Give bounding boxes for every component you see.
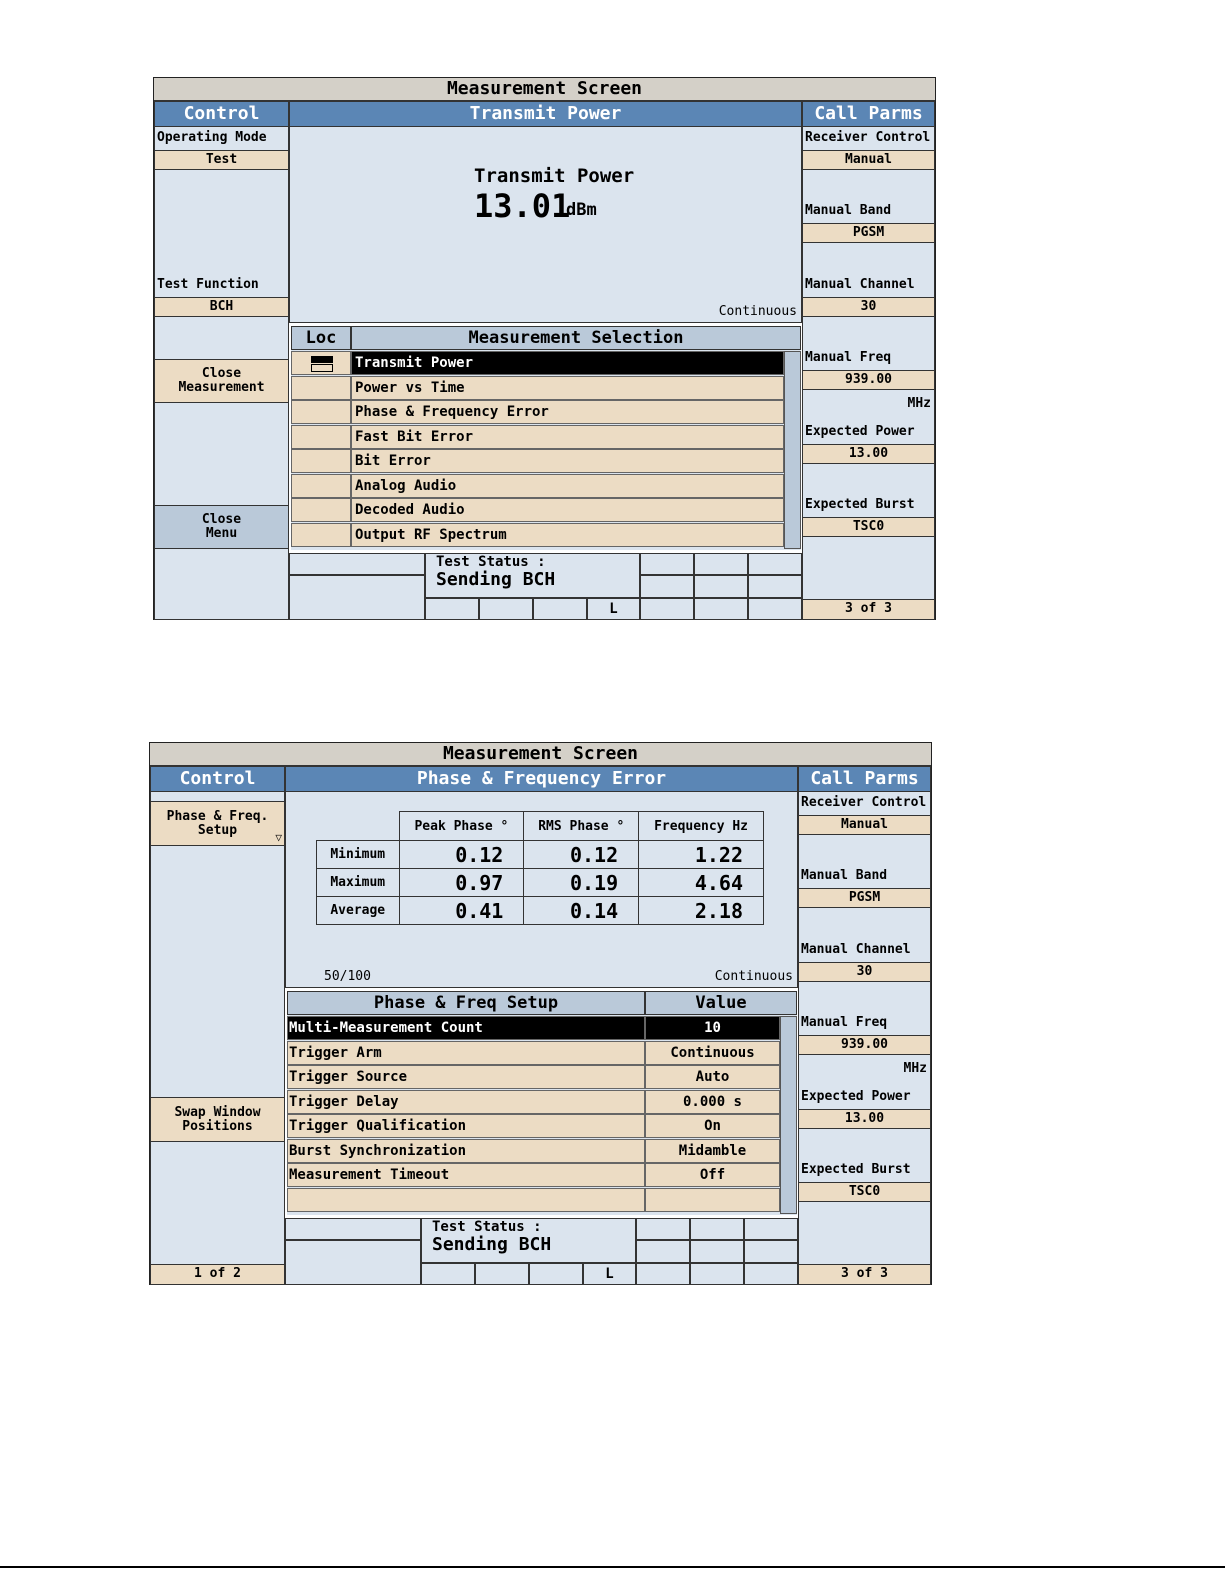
call-parms-header: Call Parms [798,766,931,792]
measurement-selection-header: Measurement Selection [351,326,801,350]
freq-unit: MHz [903,1061,927,1076]
transmit-power-value: 13.01 [474,187,571,225]
manual-band-label: Manual Band [801,868,888,883]
setting-name[interactable]: Trigger Qualification [287,1114,645,1138]
call-parms-page-indicator[interactable]: 3 of 3 [802,599,935,620]
status-cell [421,1263,475,1285]
status-cell [744,1240,798,1263]
setting-name[interactable]: Multi-Measurement Count [287,1016,645,1040]
status-cell [479,598,533,620]
expected-burst-value[interactable]: TSC0 [798,1182,931,1202]
measurement-item[interactable]: Phase & Frequency Error [351,400,784,424]
page-rule [0,1566,1225,1568]
operating-mode-label: Operating Mode [157,130,267,145]
status-cell [285,1240,421,1285]
test-status-box [425,553,640,598]
expected-burst-label: Expected Burst [805,497,915,512]
call-parms-page-indicator[interactable]: 3 of 3 [798,1264,931,1285]
manual-channel-value[interactable]: 30 [802,297,935,317]
close-menu-line1: Close [201,512,242,527]
minimum-peak-phase: 0.12 [399,841,524,869]
local-indicator: L [587,598,640,620]
status-cell [636,1218,690,1240]
loc-cell [291,351,351,375]
status-cell [285,1218,421,1240]
status-cell [533,598,587,620]
manual-band-value[interactable]: PGSM [798,888,931,908]
transmit-power-label: Transmit Power [474,165,635,187]
status-cell [636,1263,690,1285]
setting-value[interactable]: Midamble [645,1139,780,1163]
average-frequency: 2.18 [639,897,764,925]
local-indicator: L [583,1263,636,1285]
average-peak-phase: 0.41 [399,897,524,925]
status-cell [425,598,479,620]
manual-channel-label: Manual Channel [805,277,915,292]
loc-cell [291,400,351,424]
setting-value[interactable]: 10 [645,1016,780,1040]
setting-value[interactable]: 0.000 s [645,1090,780,1114]
measurement-item[interactable]: Bit Error [351,449,784,473]
measurement-item[interactable]: Power vs Time [351,376,784,400]
minimum-frequency: 1.22 [639,841,764,869]
receiver-control-label: Receiver Control [805,130,931,145]
close-measurement-key[interactable] [154,359,289,403]
measurement-item[interactable]: Decoded Audio [351,498,784,522]
close-menu-key[interactable] [154,505,289,549]
measurement-screen-transmit-power [153,77,936,620]
status-cell [748,598,802,620]
loc-cell [291,376,351,400]
manual-freq-value[interactable]: 939.00 [802,370,935,390]
setup-header: Phase & Freq Setup [287,991,645,1015]
status-cell [744,1263,798,1285]
measurement-window [285,766,798,988]
table-corner [317,812,400,841]
status-cell [748,575,802,598]
swap-window-positions-key[interactable] [150,1097,285,1142]
expected-power-value[interactable]: 13.00 [802,444,935,464]
average-rms-phase: 0.14 [524,897,639,925]
measurement-window-header: Phase & Frequency Error [285,766,798,792]
measurement-item[interactable]: Output RF Spectrum [351,523,784,547]
receiver-control-value[interactable]: Manual [802,150,935,170]
control-header: Control [150,766,285,792]
receiver-control-label: Receiver Control [801,795,927,810]
loc-cell [291,425,351,449]
loc-cell [291,523,351,547]
call-parms-panel [798,766,931,1285]
minimum-rms-phase: 0.12 [524,841,639,869]
setup-key-line1: Phase & Freq. [166,808,269,824]
swap-key-line2: Positions [182,1118,253,1134]
row-minimum-label: Minimum [317,841,400,869]
setting-value[interactable]: Off [645,1163,780,1187]
test-status-value: Sending BCH [432,1234,552,1255]
measurement-item[interactable]: Analog Audio [351,474,784,498]
col-frequency: Frequency Hz [639,812,764,841]
loc-cell [291,474,351,498]
operating-mode-value[interactable]: Test [154,150,289,170]
status-cell [694,598,748,620]
manual-channel-label: Manual Channel [801,942,911,957]
manual-channel-value[interactable]: 30 [798,962,931,982]
call-parms-header: Call Parms [802,101,935,127]
setting-name[interactable]: Burst Synchronization [287,1139,645,1163]
measurement-window [289,101,802,323]
status-cell [529,1263,583,1285]
setup-key-line2: Setup [197,822,238,838]
status-cell [640,553,694,575]
test-function-value[interactable]: BCH [154,297,289,317]
measurement-item[interactable]: Transmit Power [351,351,784,375]
status-cell [748,553,802,575]
call-parms-panel [802,101,935,620]
measurement-screen-phase-frequency [149,742,932,1285]
status-cell [640,598,694,620]
loc-cell [291,449,351,473]
measurement-selection-list [291,326,801,550]
row-average-label: Average [317,897,400,925]
control-panel [154,101,289,620]
expected-burst-value[interactable]: TSC0 [802,517,935,537]
manual-freq-label: Manual Freq [801,1015,888,1030]
test-status-label: Test Status : [436,554,546,570]
status-cell [640,575,694,598]
status-cell [744,1218,798,1240]
status-cell [694,553,748,575]
test-status-label: Test Status : [432,1219,542,1235]
maximum-peak-phase: 0.97 [399,869,524,897]
list-scrollbar[interactable] [780,1016,797,1214]
manual-band-value[interactable]: PGSM [802,223,935,243]
setting-value[interactable] [645,1188,780,1212]
status-cell [690,1240,744,1263]
swap-key-line1: Swap Window [174,1104,261,1120]
freq-unit: MHz [907,396,931,411]
control-header: Control [154,101,289,127]
expected-power-value[interactable]: 13.00 [798,1109,931,1129]
status-cell [694,575,748,598]
submenu-arrow-icon: ▽ [275,831,282,844]
transmit-power-unit: dBm [566,200,597,220]
close-measurement-line1: Close [201,366,242,381]
status-cell [690,1263,744,1285]
status-cell [475,1263,529,1285]
status-cell [636,1240,690,1263]
measurement-window-header: Transmit Power [289,101,802,127]
screen-title: Measurement Screen [154,78,935,101]
list-scrollbar[interactable] [784,351,801,549]
loc-header: Loc [291,326,351,350]
control-panel [150,766,285,1285]
setting-name[interactable]: Trigger Source [287,1065,645,1089]
status-cell [289,575,425,620]
setting-value[interactable]: On [645,1114,780,1138]
expected-burst-label: Expected Burst [801,1162,911,1177]
value-header: Value [645,991,797,1015]
close-menu-line2: Menu [205,526,238,541]
status-cell [690,1218,744,1240]
screen-title: Measurement Screen [150,743,931,766]
setting-name[interactable]: Measurement Timeout [287,1163,645,1187]
measurement-mode: Continuous [718,304,797,319]
test-status-value: Sending BCH [436,569,556,590]
close-measurement-line2: Measurement [178,380,265,395]
measurement-mode: Continuous [714,969,793,984]
expected-power-label: Expected Power [805,424,915,439]
test-status-box [421,1218,636,1263]
maximum-rms-phase: 0.19 [524,869,639,897]
manual-freq-label: Manual Freq [805,350,892,365]
control-page-indicator[interactable]: 1 of 2 [150,1264,285,1285]
measurement-item[interactable]: Fast Bit Error [351,425,784,449]
setting-name[interactable] [287,1188,645,1212]
maximum-frequency: 4.64 [639,869,764,897]
phase-freq-setup-key[interactable] [150,801,285,846]
phase-frequency-results-table [316,811,764,925]
measurement-count: 50/100 [324,969,371,984]
expected-power-label: Expected Power [801,1089,911,1104]
setting-name[interactable]: Trigger Arm [287,1041,645,1065]
manual-freq-value[interactable]: 939.00 [798,1035,931,1055]
col-peak-phase: Peak Phase ° [399,812,524,841]
loc-cell [291,498,351,522]
setting-name[interactable]: Trigger Delay [287,1090,645,1114]
test-function-label: Test Function [157,277,259,292]
status-cell [289,553,425,575]
receiver-control-value[interactable]: Manual [798,815,931,835]
setting-value[interactable]: Auto [645,1065,780,1089]
manual-band-label: Manual Band [805,203,892,218]
col-rms-phase: RMS Phase ° [524,812,639,841]
phase-freq-setup-list [287,991,797,1215]
row-maximum-label: Maximum [317,869,400,897]
setting-value[interactable]: Continuous [645,1041,780,1065]
